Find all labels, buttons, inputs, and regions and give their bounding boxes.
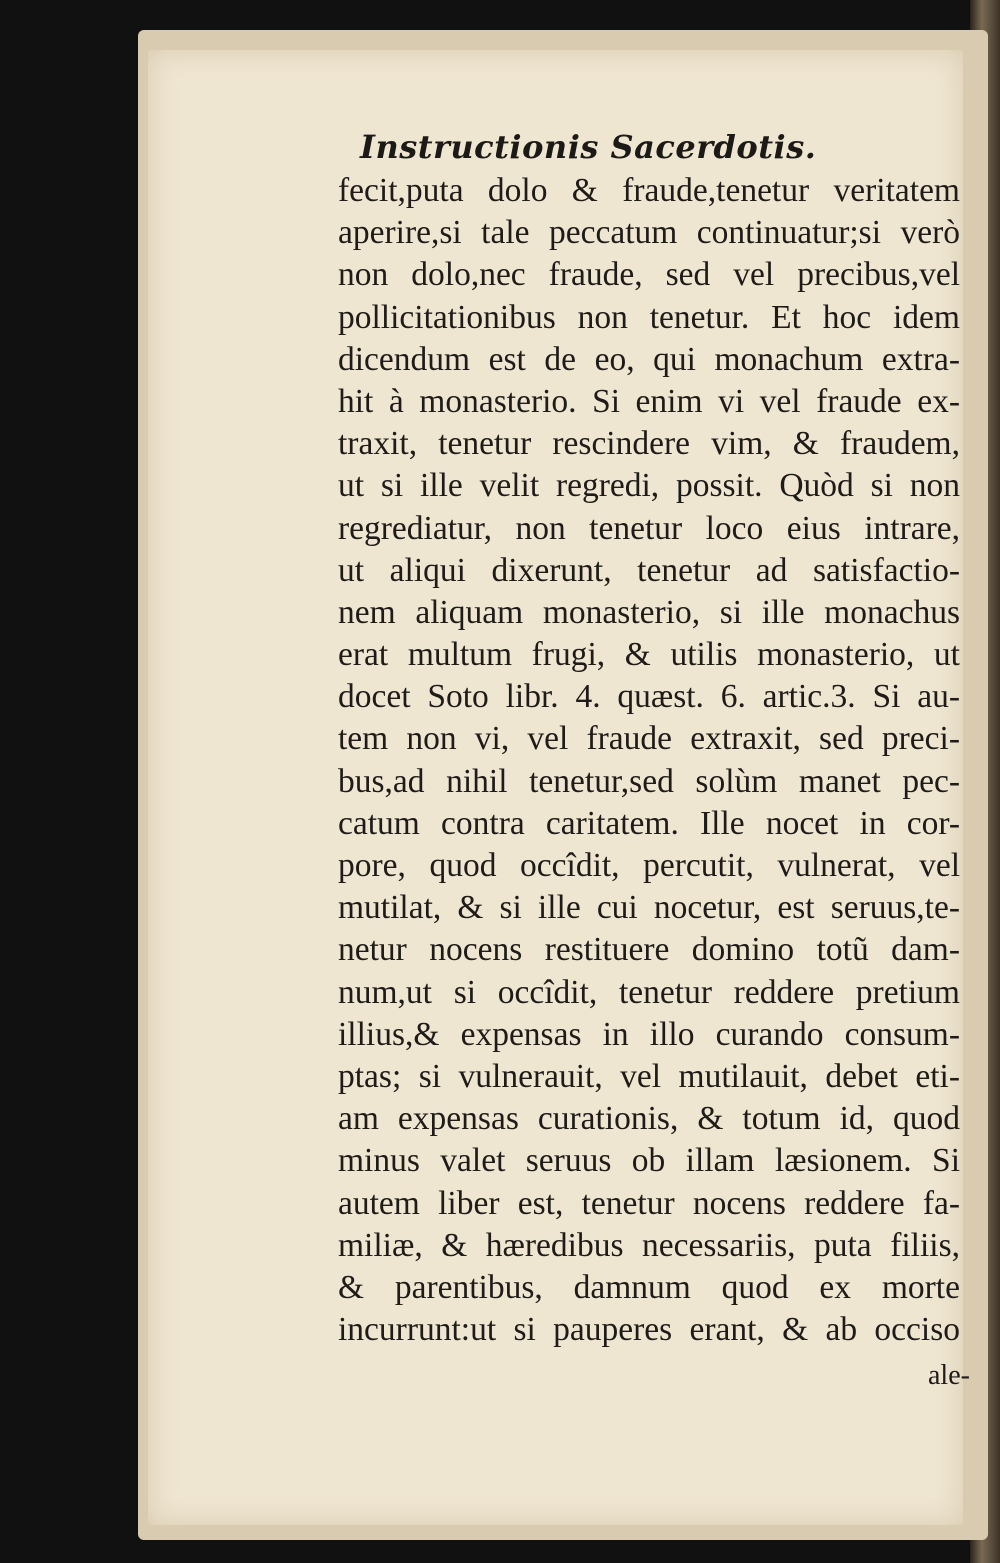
text-line: regrediatur, non tenetur loco eius intrare, <box>338 509 960 547</box>
text-line: catum contra caritatem. Ille nocet in cor- <box>338 804 960 842</box>
text-line: autem liber est, tenetur nocens reddere fa- <box>338 1184 960 1222</box>
text-line: am expensas curationis, & totum id, quod <box>338 1100 960 1138</box>
text-line: erat multum frugi, & utilis monasterio, ut <box>338 636 960 674</box>
text-line: tem non vi, vel fraude extraxit, sed preci- <box>338 720 960 758</box>
text-line: aperire,si tale peccatum continuatur;si verò <box>338 214 960 252</box>
text-line: fecit,puta dolo & fraude,tenetur veritatem <box>338 172 960 209</box>
text-line: miliæ, & hæredibus necessariis, puta filiis, <box>338 1226 960 1264</box>
text-line: bus,ad nihil tenetur,sed solùm manet pec- <box>338 762 960 800</box>
text-line: hit à monasterio. Si enim vi vel fraude ex- <box>338 382 960 420</box>
text-line: pollicitationibus non tenetur. Et hoc idem <box>338 298 960 336</box>
text-line: non dolo,nec fraude, sed vel precibus,vel <box>338 256 960 294</box>
text-line: pore, quod occîdit, percutit, vulnerat, vel <box>338 847 960 884</box>
text-line: illius,& expensas in illo curando consum- <box>338 1015 960 1053</box>
text-line: ut si ille velit regredi, possit. Quòd si non <box>338 467 960 505</box>
text-line: num,ut si occîdit, tenetur reddere pretium <box>338 973 960 1011</box>
text-line: mutilat, & si ille cui nocetur, est seruus,te- <box>338 889 960 927</box>
text-line: dicendum est de eo, qui monachum extra- <box>338 340 960 378</box>
text-line: netur nocens restituere domino totũ dam- <box>338 931 960 969</box>
text-line: docet Soto libr. 4. quæst. 6. artic.3. Si au- <box>338 678 960 716</box>
text-line: ut aliqui dixerunt, tenetur ad satisfactio- <box>338 551 960 589</box>
text-line: minus valet seruus ob illam læsionem. Si <box>338 1142 960 1180</box>
text-line: traxit, tenetur rescindere vim, & fraudem, <box>338 425 960 463</box>
running-head: Instructionis Sacerdotis. <box>360 128 817 166</box>
text-line: incurrunt:ut si pauperes erant, & ab occiso <box>338 1311 960 1349</box>
text-block <box>338 170 960 1351</box>
text-line: nem aliquam monasterio, si ille monachus <box>338 593 960 631</box>
text-line: & parentibus, damnum quod ex morte <box>338 1268 960 1306</box>
catchword: ale- <box>928 1360 970 1391</box>
text-line: ptas; si vulnerauit, vel mutilauit, debet eti- <box>338 1057 960 1095</box>
